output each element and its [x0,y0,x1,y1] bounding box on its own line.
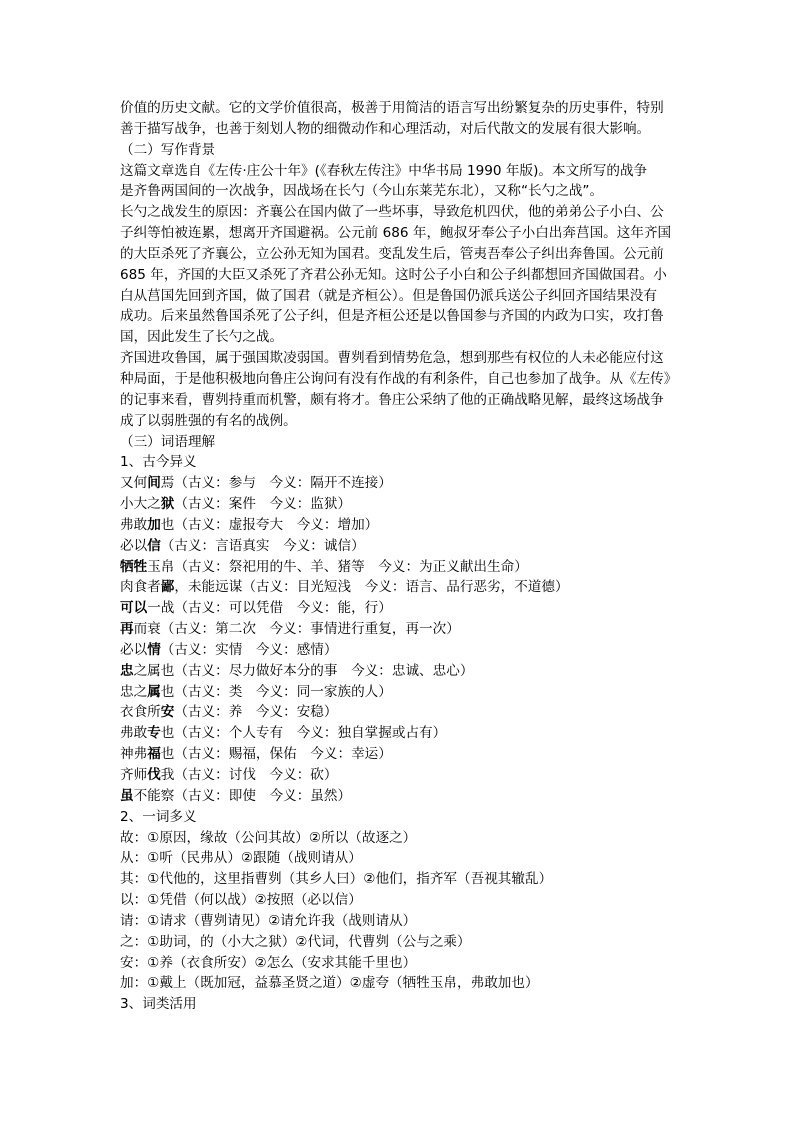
text-line [120,223,680,244]
text-segment: 忠之 [120,683,148,700]
text-segment: 国，因此发生了长勺之战。 [120,329,284,346]
text-line [120,702,680,723]
text-line [120,723,680,744]
text-segment: 白从莒国先回到齐国，做了国君（就是齐桓公）。但是鲁国仍派兵送公子纠回齐国结果没有 [120,287,657,304]
text-line [120,994,680,1015]
text-segment: 而衰（古义：第二次 今义：事情进行重复，再一次） [133,621,460,638]
text-segment: 焉（古义：参与 今义：隔开不连接） [160,475,392,492]
text-segment: 子纠等怕被连累，想离开齐国避祸。公元前 686 年，鲍叔牙奉公子小白出奔莒国。这年齐国 [120,225,672,242]
text-segment: 是齐鲁两国间的一次战争，因战场在长勺（今山东莱芜东北），又称“长勺之战”。 [120,183,604,200]
text-segment: 也（古义：个人专有 今义：独自掌握或占有） [160,725,447,742]
text-line [120,828,680,849]
text-segment: 故：①原因，缘故（公问其故）②所以（故逐之） [120,829,417,846]
text-segment: 请：①请求（曹刿请见）②请允许我（战则请从） [120,912,417,929]
text-segment: （古义：养 今义：安稳） [174,704,338,721]
text-line [120,515,680,536]
text-segment: 必以 [120,537,148,554]
text-segment: 成功。后来虽然鲁国杀死了公子纠，但是齐桓公还是以鲁国参与齐国的内政为口实，攻打鲁 [120,308,664,325]
text-segment: 小大之 [120,496,161,513]
text-line [120,369,680,390]
text-segment: 成了以弱胜强的有名的战例。 [120,412,297,429]
text-segment: 弗敢 [120,516,148,533]
text-segment: ，未能远谋（古义：目光短浅 今义：语言、品行恶劣，不道德） [174,579,569,596]
text-line [120,765,680,786]
text-segment: 也（古义：虚报夸大 今义：增加） [160,516,379,533]
text-line [120,869,680,890]
emphasized-word: 虽 [120,787,134,804]
text-segment: （古义：言语真实 今义：诚信） [160,537,365,554]
text-segment: 肉食者 [120,579,161,596]
text-segment: 之属也（古义：尽力做好本分的事 今义：忠诚、忠心） [133,662,474,679]
text-line [120,411,680,432]
emphasized-word: 伐 [147,767,161,783]
text-segment: 种局面，于是他积极地向鲁庄公询问有没有作战的有利条件，自己也参加了战争。从《左传》 [120,370,678,387]
text-segment: 也（古义：类 今义：同一家族的人） [160,683,392,700]
text-segment: 我（古义：讨伐 今义：砍） [160,767,338,783]
text-line [120,119,680,140]
text-line [120,140,680,161]
text-line [120,661,680,682]
text-line [120,286,680,307]
emphasized-word: 属 [147,683,161,700]
text-segment: 从：①听（民弗从）②跟随（战则请从） [120,850,362,867]
text-line [120,911,680,932]
text-line [120,973,680,994]
text-line [120,953,680,974]
text-segment: 2、一词多义 [120,808,197,825]
emphasized-word: 间 [147,475,161,492]
text-segment: 一战（古义：可以凭借 今义：能，行） [147,600,392,617]
text-segment: 又何 [120,475,148,492]
text-line [120,265,680,286]
text-line [120,682,680,703]
emphasized-word: 安 [160,704,175,721]
text-segment: 必以 [120,641,148,658]
text-line [120,98,680,119]
text-line [120,306,680,327]
text-segment: 玉帛（古义：祭祀用的牛、羊、猪等 今义：为正义献出生命） [147,558,528,575]
text-line [120,432,680,453]
emphasized-word: 忠 [120,662,134,679]
text-segment: 加：①戴上（既加冠，益慕圣贤之道）②虚夸（牺牲玉帛，弗敢加也） [120,975,539,992]
text-line [120,244,680,265]
text-segment: 的记事来看，曹刿持重而机警，颇有将才。鲁庄公采纳了他的正确战略见解，最终这场战争 [120,391,664,408]
text-line [120,161,680,182]
emphasized-word: 加 [147,516,161,533]
text-line [120,348,680,369]
text-line [120,807,680,828]
text-segment: 1、古今异义 [120,454,197,471]
emphasized-word: 可以 [120,600,148,617]
text-segment: 685 年，齐国的大臣又杀死了齐君公孙无知。这时公子小白和公子纠都想回齐国做国君。小 [120,266,667,283]
text-segment: 这篇文章选自《左传·庄公十年》(《春秋左传注》中华书局 1990 年版)。本文所写的战争 [120,162,648,179]
text-segment: 价值的历史文献。它的文学价值很高，极善于用简洁的语言写出纷繁复杂的历史事件，特别 [120,100,664,116]
text-line [120,598,680,619]
text-segment: 之：①助词，的（小大之狱）②代词，代曹刿（公与之乘） [120,933,471,950]
document-body [120,98,680,1015]
text-line [120,390,680,411]
emphasized-word: 牺牲 [120,558,148,575]
emphasized-word: 狱 [160,496,175,513]
text-segment: 善于描写战争，也善于刻划人物的细微动作和心理活动，对后代散文的发展有很大影响。 [120,120,651,137]
text-line [120,327,680,348]
text-segment: 弗敢 [120,725,148,742]
text-segment: 齐国进攻鲁国，属于强国欺凌弱国。曹刿看到情势危急，想到那些有权位的人未必能应付这 [120,350,664,367]
text-segment: （古义：实情 今义：感情） [160,641,338,658]
emphasized-word: 专 [147,725,161,742]
text-segment: 神弗 [120,746,148,763]
text-segment: 的大臣杀死了齐襄公，立公孙无知为国君。变乱发生后，管夷吾奉公子纠出奔鲁国。公元前 [120,245,664,262]
emphasized-word: 福 [147,746,161,763]
text-line [120,848,680,869]
text-line [120,181,680,202]
text-segment: （三）词语理解 [120,433,216,450]
text-segment: 3、词类活用 [120,996,197,1013]
text-segment: 长勺之战发生的原因：齐襄公在国内做了一些坏事，导致危机四伏，他的弟弟公子小白、公 [120,204,664,221]
text-line [120,557,680,578]
text-segment: 其：①代他的，这里指曹刿（其乡人曰）②他们，指齐军（吾视其辙乱） [120,871,553,888]
text-segment: （二）写作背景 [120,141,216,158]
text-segment: 衣食所 [120,704,161,721]
text-segment: 齐师 [120,767,148,783]
text-line [120,494,680,515]
text-line [120,890,680,911]
text-line [120,577,680,598]
text-line [120,452,680,473]
text-segment: 安：①养（衣食所安）②怎么（安求其能千里也） [120,954,417,971]
text-line [120,786,680,807]
emphasized-word: 信 [147,537,161,554]
text-line [120,744,680,765]
text-line [120,619,680,640]
text-line [120,202,680,223]
text-segment: 以：①凭借（何以战）②按照（必以信） [120,892,362,909]
text-line [120,932,680,953]
text-line [120,640,680,661]
text-segment: 也（古义：赐福，保佑 今义：幸运） [160,746,392,763]
text-line [120,536,680,557]
text-segment: 不能察（古义：即使 今义：虽然） [133,787,352,804]
text-line [120,473,680,494]
emphasized-word: 鄙 [160,579,175,596]
emphasized-word: 再 [120,621,134,638]
text-segment: （古义：案件 今义：监狱） [174,496,352,513]
emphasized-word: 情 [147,641,161,658]
